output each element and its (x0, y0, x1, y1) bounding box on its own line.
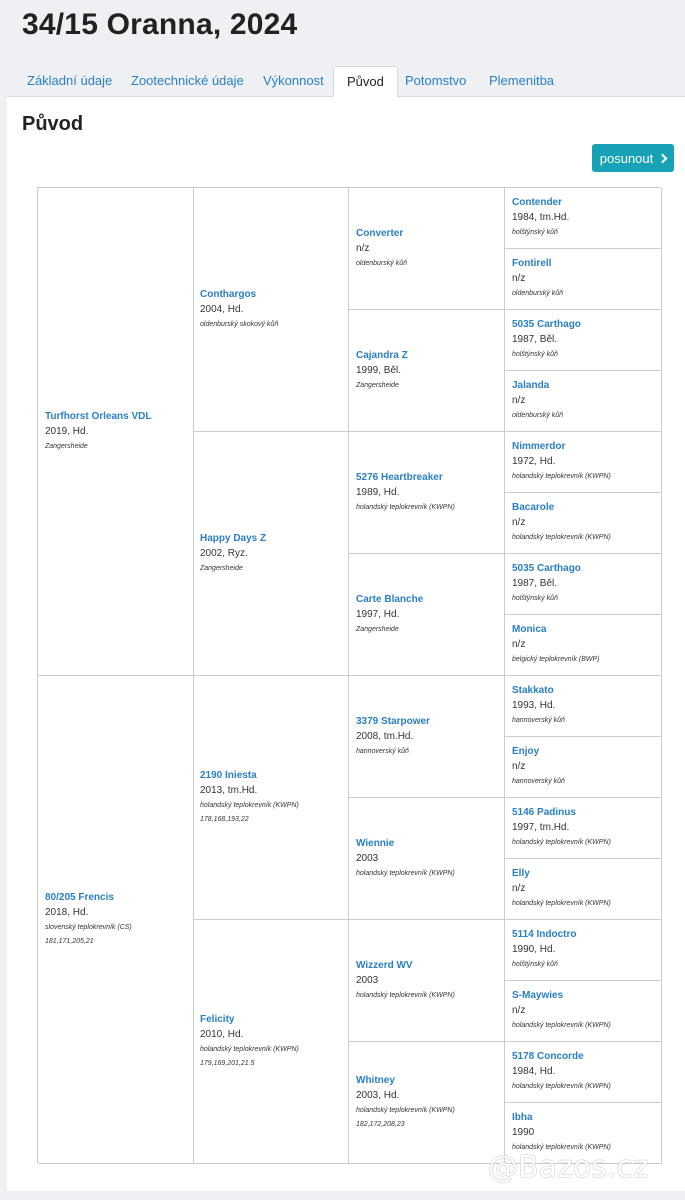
pedigree-cell (349, 310, 505, 432)
horse-info: 1993, Hd. (512, 700, 556, 711)
horse-measurements: 178,168,193,22 (200, 815, 249, 823)
pedigree-cell (505, 798, 662, 859)
pedigree-cell (505, 1042, 662, 1103)
horse-info: 2010, Hd. (200, 1028, 244, 1040)
horse-info: n/z (512, 517, 526, 528)
horse-breed: holštýnský kůň (512, 961, 558, 968)
pedigree-cell (505, 493, 662, 554)
horse-info: n/z (512, 1005, 526, 1016)
tab-bar (7, 66, 685, 97)
horse-name-link[interactable]: 3379 Starpower (356, 715, 430, 727)
horse-info: 2008, tm.Hd. (356, 730, 414, 742)
horse-info: n/z (512, 761, 526, 772)
pedigree-cell (38, 676, 194, 1164)
horse-info: n/z (512, 639, 526, 650)
horse-breed: holandský teplokrevník (KWPN) (512, 900, 611, 907)
horse-info: 1990, Hd. (512, 944, 556, 955)
horse-name-link[interactable]: Ibha (512, 1112, 533, 1123)
horse-info: 2018, Hd. (45, 906, 89, 918)
horse-info: 2003, Hd. (356, 1089, 400, 1101)
horse-info: 1989, Hd. (356, 486, 400, 498)
pedigree-cell (505, 310, 662, 371)
chevron-right-icon (658, 153, 668, 163)
horse-info: 1987, Běl. (512, 334, 558, 345)
horse-measurements: 182,172,208,23 (356, 1120, 405, 1128)
horse-info: 1984, tm.Hd. (512, 212, 570, 223)
tab-vykonnost[interactable]: Výkonnost (263, 73, 324, 88)
horse-info: 2004, Hd. (200, 303, 244, 315)
horse-breed: holandský teplokrevník (KWPN) (512, 1022, 611, 1029)
horse-info: 1972, Hd. (512, 456, 556, 467)
horse-breed: hannoverský kůň (356, 747, 409, 755)
next-button-label: posunout (599, 150, 654, 166)
horse-name-link[interactable]: 5146 Padinus (512, 807, 576, 818)
horse-breed: holštýnský kůň (512, 595, 558, 602)
tab-zootechnicke-udaje[interactable]: Zootechnické údaje (131, 73, 244, 88)
horse-measurements: 179,169,201,21.5 (200, 1059, 255, 1067)
horse-breed: holštýnský kůň (512, 229, 558, 236)
horse-name-link[interactable]: 5114 Indoctro (512, 929, 577, 940)
horse-info: 2002, Ryz. (200, 547, 248, 559)
horse-info: 2013, tm.Hd. (200, 784, 258, 796)
next-button[interactable] (592, 144, 674, 172)
horse-breed: holandský teplokrevník (KWPN) (512, 1144, 611, 1151)
horse-name-link[interactable]: 80/205 Frencis (45, 891, 114, 903)
pedigree-cell (193, 432, 349, 676)
pedigree-cell (193, 188, 349, 432)
pedigree-cell (505, 188, 662, 249)
horse-info: n/z (512, 395, 526, 406)
horse-info: 1990 (512, 1127, 535, 1138)
horse-name-link[interactable]: Bacarole (512, 502, 555, 513)
horse-breed: holandský teplokrevník (KWPN) (512, 839, 611, 846)
horse-name-link[interactable]: 5276 Heartbreaker (356, 471, 443, 483)
pedigree-cell (349, 188, 505, 310)
pedigree-cell (505, 554, 662, 615)
horse-breed: holandský teplokrevník (KWPN) (356, 503, 455, 511)
tab-puvod[interactable]: Původ (333, 66, 398, 98)
section-title: Původ (22, 113, 84, 135)
horse-name-link[interactable]: Jalanda (512, 380, 550, 391)
horse-name-link[interactable]: Enjoy (512, 746, 540, 757)
tab-potomstvo[interactable]: Potomstvo (405, 73, 467, 88)
horse-name-link[interactable]: 5035 Carthago (512, 563, 581, 574)
horse-name-link[interactable]: Turfhorst Orleans VDL (45, 410, 152, 422)
pedigree-cell (349, 920, 505, 1042)
horse-info: 1997, tm.Hd. (512, 822, 570, 833)
horse-name-link[interactable]: Cajandra Z (356, 349, 408, 361)
horse-name-link[interactable]: 5178 Concorde (512, 1051, 584, 1062)
page-title: 34/15 Oranna, 2024 (22, 8, 298, 41)
horse-info: n/z (356, 242, 370, 254)
horse-measurements: 181,171,205,21 (45, 937, 94, 945)
pedigree-cell (505, 981, 662, 1042)
pedigree-cell (349, 1042, 505, 1164)
horse-name-link[interactable]: Converter (356, 227, 404, 239)
pedigree-cell (349, 676, 505, 798)
horse-info: 1997, Hd. (356, 608, 400, 620)
horse-info: 1987, Běl. (512, 578, 558, 589)
horse-breed: Zangersheide (45, 442, 88, 450)
horse-breed: holandský teplokrevník (KWPN) (356, 869, 455, 877)
horse-breed: slovenský teplokrevník (CS) (45, 923, 132, 931)
horse-breed: holandský teplokrevník (KWPN) (512, 1083, 611, 1090)
horse-name-link[interactable]: 2190 Iniesta (200, 769, 257, 781)
pedigree-cell (505, 676, 662, 737)
horse-info: 1984, Hd. (512, 1066, 556, 1077)
horse-breed: Zangersheide (356, 381, 399, 389)
horse-breed: oldenburský skokový kůň (200, 320, 279, 328)
horse-breed: holandský teplokrevník (KWPN) (356, 991, 455, 999)
horse-name-link[interactable]: Contender (512, 197, 562, 208)
horse-name-link[interactable]: Felicity (200, 1013, 235, 1025)
horse-name-link[interactable]: Monica (512, 624, 547, 635)
horse-breed: hannoverský kůň (512, 717, 565, 724)
horse-info: 1999, Běl. (356, 364, 402, 376)
tab-zakladni-udaje[interactable]: Základní údaje (27, 73, 113, 88)
horse-name-link[interactable]: Happy Days Z (200, 532, 267, 544)
horse-breed: holandský teplokrevník (KWPN) (200, 801, 299, 809)
pedigree-cell (505, 371, 662, 432)
pedigree-cell (349, 798, 505, 920)
pedigree-cell (505, 920, 662, 981)
pedigree-cell (349, 554, 505, 676)
pedigree-cell (505, 249, 662, 310)
horse-breed: holandský teplokrevník (KWPN) (512, 473, 611, 480)
horse-breed: belgický teplokrevník (BWP) (512, 656, 600, 663)
horse-info: 2019, Hd. (45, 425, 89, 437)
pedigree-tree (37, 187, 661, 1163)
horse-info: n/z (512, 273, 526, 284)
horse-breed: hannoverský kůň (512, 778, 565, 785)
horse-name-link[interactable]: Stakkato (512, 685, 554, 696)
horse-name-link[interactable]: Whitney (356, 1074, 395, 1086)
horse-name-link[interactable]: Wiennie (356, 837, 395, 849)
horse-name-link[interactable]: S-Maywies (512, 990, 564, 1001)
watermark: @Bazos.cz (488, 1150, 649, 1185)
pedigree-cell (193, 920, 349, 1164)
pedigree-cell (505, 615, 662, 676)
horse-name-link[interactable]: Carte Blanche (356, 593, 424, 605)
horse-breed: oldenburský kůň (512, 290, 563, 297)
horse-breed: holštýnský kůň (512, 351, 558, 358)
horse-name-link[interactable]: Conthargos (200, 288, 257, 300)
pedigree-cell (505, 859, 662, 920)
horse-name-link[interactable]: Wizzerd WV (356, 959, 413, 971)
horse-breed: holandský teplokrevník (KWPN) (512, 534, 611, 541)
horse-name-link[interactable]: Nimmerdor (512, 441, 566, 452)
horse-info: 2003 (356, 852, 379, 864)
horse-info: 2003 (356, 974, 379, 986)
pedigree-cell (505, 432, 662, 493)
horse-breed: holandský teplokrevník (KWPN) (200, 1045, 299, 1053)
horse-name-link[interactable]: Elly (512, 868, 530, 879)
horse-breed: oldenburský kůň (356, 259, 407, 267)
horse-breed: holandský teplokrevník (KWPN) (356, 1106, 455, 1114)
tab-plemenitba[interactable]: Plemenitba (489, 73, 555, 88)
horse-breed: Zangersheide (200, 564, 243, 572)
horse-breed: oldenburský kůň (512, 412, 563, 419)
pedigree-cell (38, 188, 194, 676)
pedigree-cell (349, 432, 505, 554)
horse-name-link[interactable]: 5035 Carthago (512, 319, 581, 330)
pedigree-cell (505, 737, 662, 798)
horse-breed: Zangersheide (356, 625, 399, 633)
pedigree-cell (193, 676, 349, 920)
horse-info: n/z (512, 883, 526, 894)
horse-name-link[interactable]: Fontirell (512, 258, 552, 269)
